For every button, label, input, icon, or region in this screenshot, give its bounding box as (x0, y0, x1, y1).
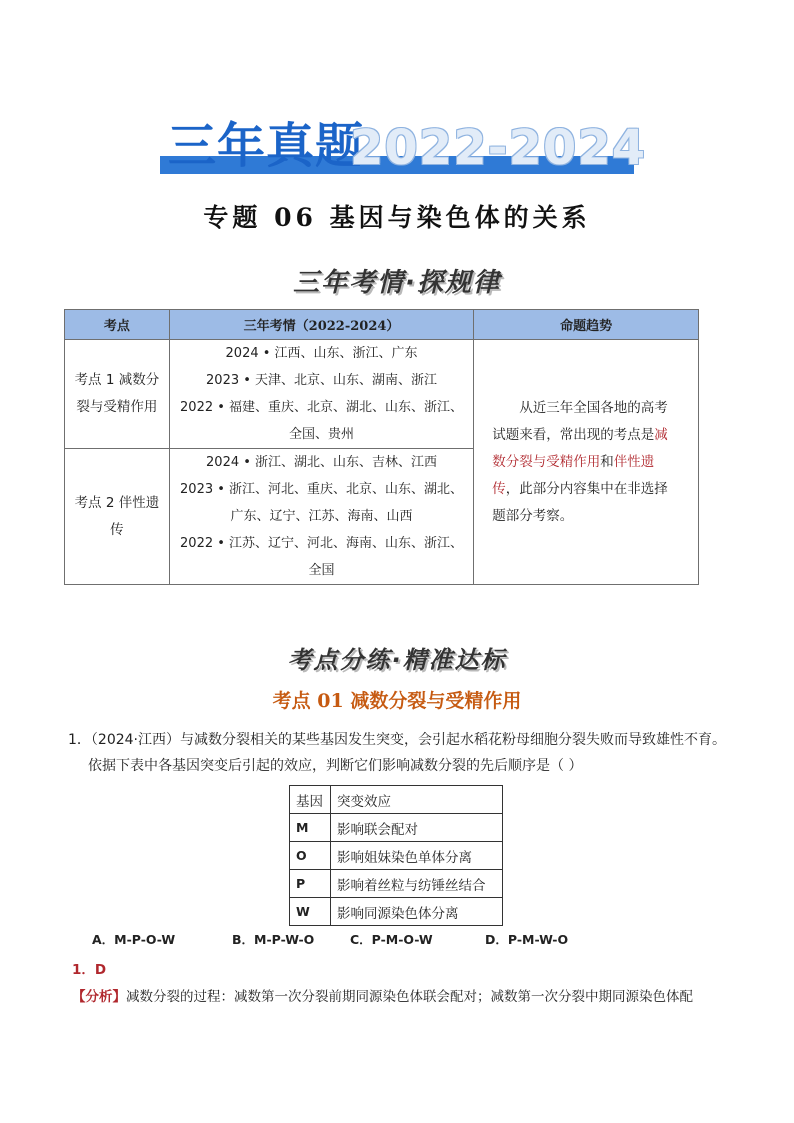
years-line: 2022 • 江苏、辽宁、河北、海南、山东、浙江、全国 (180, 536, 464, 578)
trend-text: 和 (600, 453, 614, 470)
table-row (290, 814, 503, 842)
answer-options (92, 930, 612, 950)
table-row (290, 842, 503, 870)
page-title: 专题 06 基因与染色体的关系 (203, 203, 591, 232)
effect-cell: 影响着丝粒与纺锤丝结合 (331, 870, 503, 898)
section-heading-practice (0, 640, 794, 675)
section-heading-dot: · (391, 646, 403, 674)
option-d[interactable]: D．P-M-W-O (485, 932, 569, 947)
effect-header: 突变效应 (331, 786, 503, 814)
exam-overview-table (64, 309, 699, 585)
trend-text: ，此部分内容集中在非选择题部分考察。 (492, 480, 668, 524)
analysis-text (72, 985, 732, 1005)
years-line: 2024 • 江西、山东、浙江、广东 (225, 346, 418, 361)
trend-highlight: 伴性遗传 (492, 453, 655, 497)
banner-years-text: 2022-2024 (350, 120, 647, 176)
section-heading-overview (0, 262, 794, 299)
years-cell (169, 340, 473, 449)
header-point: 考点 (65, 310, 170, 340)
table-row (290, 786, 503, 814)
gene-cell: W (290, 898, 331, 926)
option-c[interactable]: C．P-M-O-W (350, 932, 433, 947)
title-banner (0, 118, 794, 188)
header-years: 三年考情（2022-2024） (169, 310, 473, 340)
gene-cell: O (290, 842, 331, 870)
table-row (65, 340, 699, 449)
answer-key: 1．D (72, 962, 107, 978)
analysis-body: 减数分裂的过程：减数第一次分裂前期同源染色体联会配对；减数第一次分裂中期同源染色体配 (126, 989, 693, 1005)
table-row (290, 898, 503, 926)
section-heading-left: 考点分练 (287, 646, 392, 674)
section-heading-right: 探规律 (416, 268, 501, 298)
option-a[interactable]: A．M-P-O-W (92, 932, 176, 947)
table-header-row (65, 310, 699, 340)
gene-effect-table (289, 785, 503, 926)
point-cell: 考点 2 伴性遗传 (65, 449, 170, 585)
gene-header: 基因 (290, 786, 331, 814)
years-line: 2022 • 福建、重庆、北京、湖北、山东、浙江、全国、贵州 (180, 400, 464, 442)
section-heading-left: 三年考情 (293, 268, 406, 298)
trend-highlight: 减数分裂与受精作用 (492, 426, 668, 470)
effect-cell: 影响联会配对 (331, 814, 503, 842)
years-line: 2023 • 天津、北京、山东、湖南、浙江 (206, 373, 438, 388)
trend-text: 从近三年全国各地的高考试题来看，常出现的考点是 (492, 399, 668, 443)
option-b[interactable]: B．M-P-W-O (232, 932, 315, 947)
analysis-tag: 【分析】 (72, 989, 126, 1005)
trend-cell (474, 340, 699, 585)
section-heading-right: 精准达标 (402, 646, 507, 674)
banner-main-text: 三年真题 (168, 118, 365, 174)
topic-title: 考点 01 减数分裂与受精作用 (272, 690, 522, 712)
section-heading-dot: · (405, 268, 417, 298)
effect-cell: 影响姐妹染色单体分离 (331, 842, 503, 870)
question-line: 依据下表中各基因突变后引起的效应，判断它们影响减数分裂的先后顺序是（ ） (88, 758, 583, 774)
years-line: 2023 • 浙江、河北、重庆、北京、山东、湖北、广东、辽宁、江苏、海南、山西 (180, 482, 464, 524)
question-line: 1．（2024·江西）与减数分裂相关的某些基因发生突变，会引起水稻花粉母细胞分裂失败而导致雄性不育。 (68, 732, 726, 748)
effect-cell: 影响同源染色体分离 (331, 898, 503, 926)
years-cell (169, 449, 473, 585)
gene-cell: P (290, 870, 331, 898)
gene-cell: M (290, 814, 331, 842)
table-row (290, 870, 503, 898)
years-line: 2024 • 浙江、湖北、山东、吉林、江西 (206, 455, 438, 470)
point-cell: 考点 1 减数分裂与受精作用 (65, 340, 170, 449)
header-trend: 命题趋势 (474, 310, 699, 340)
